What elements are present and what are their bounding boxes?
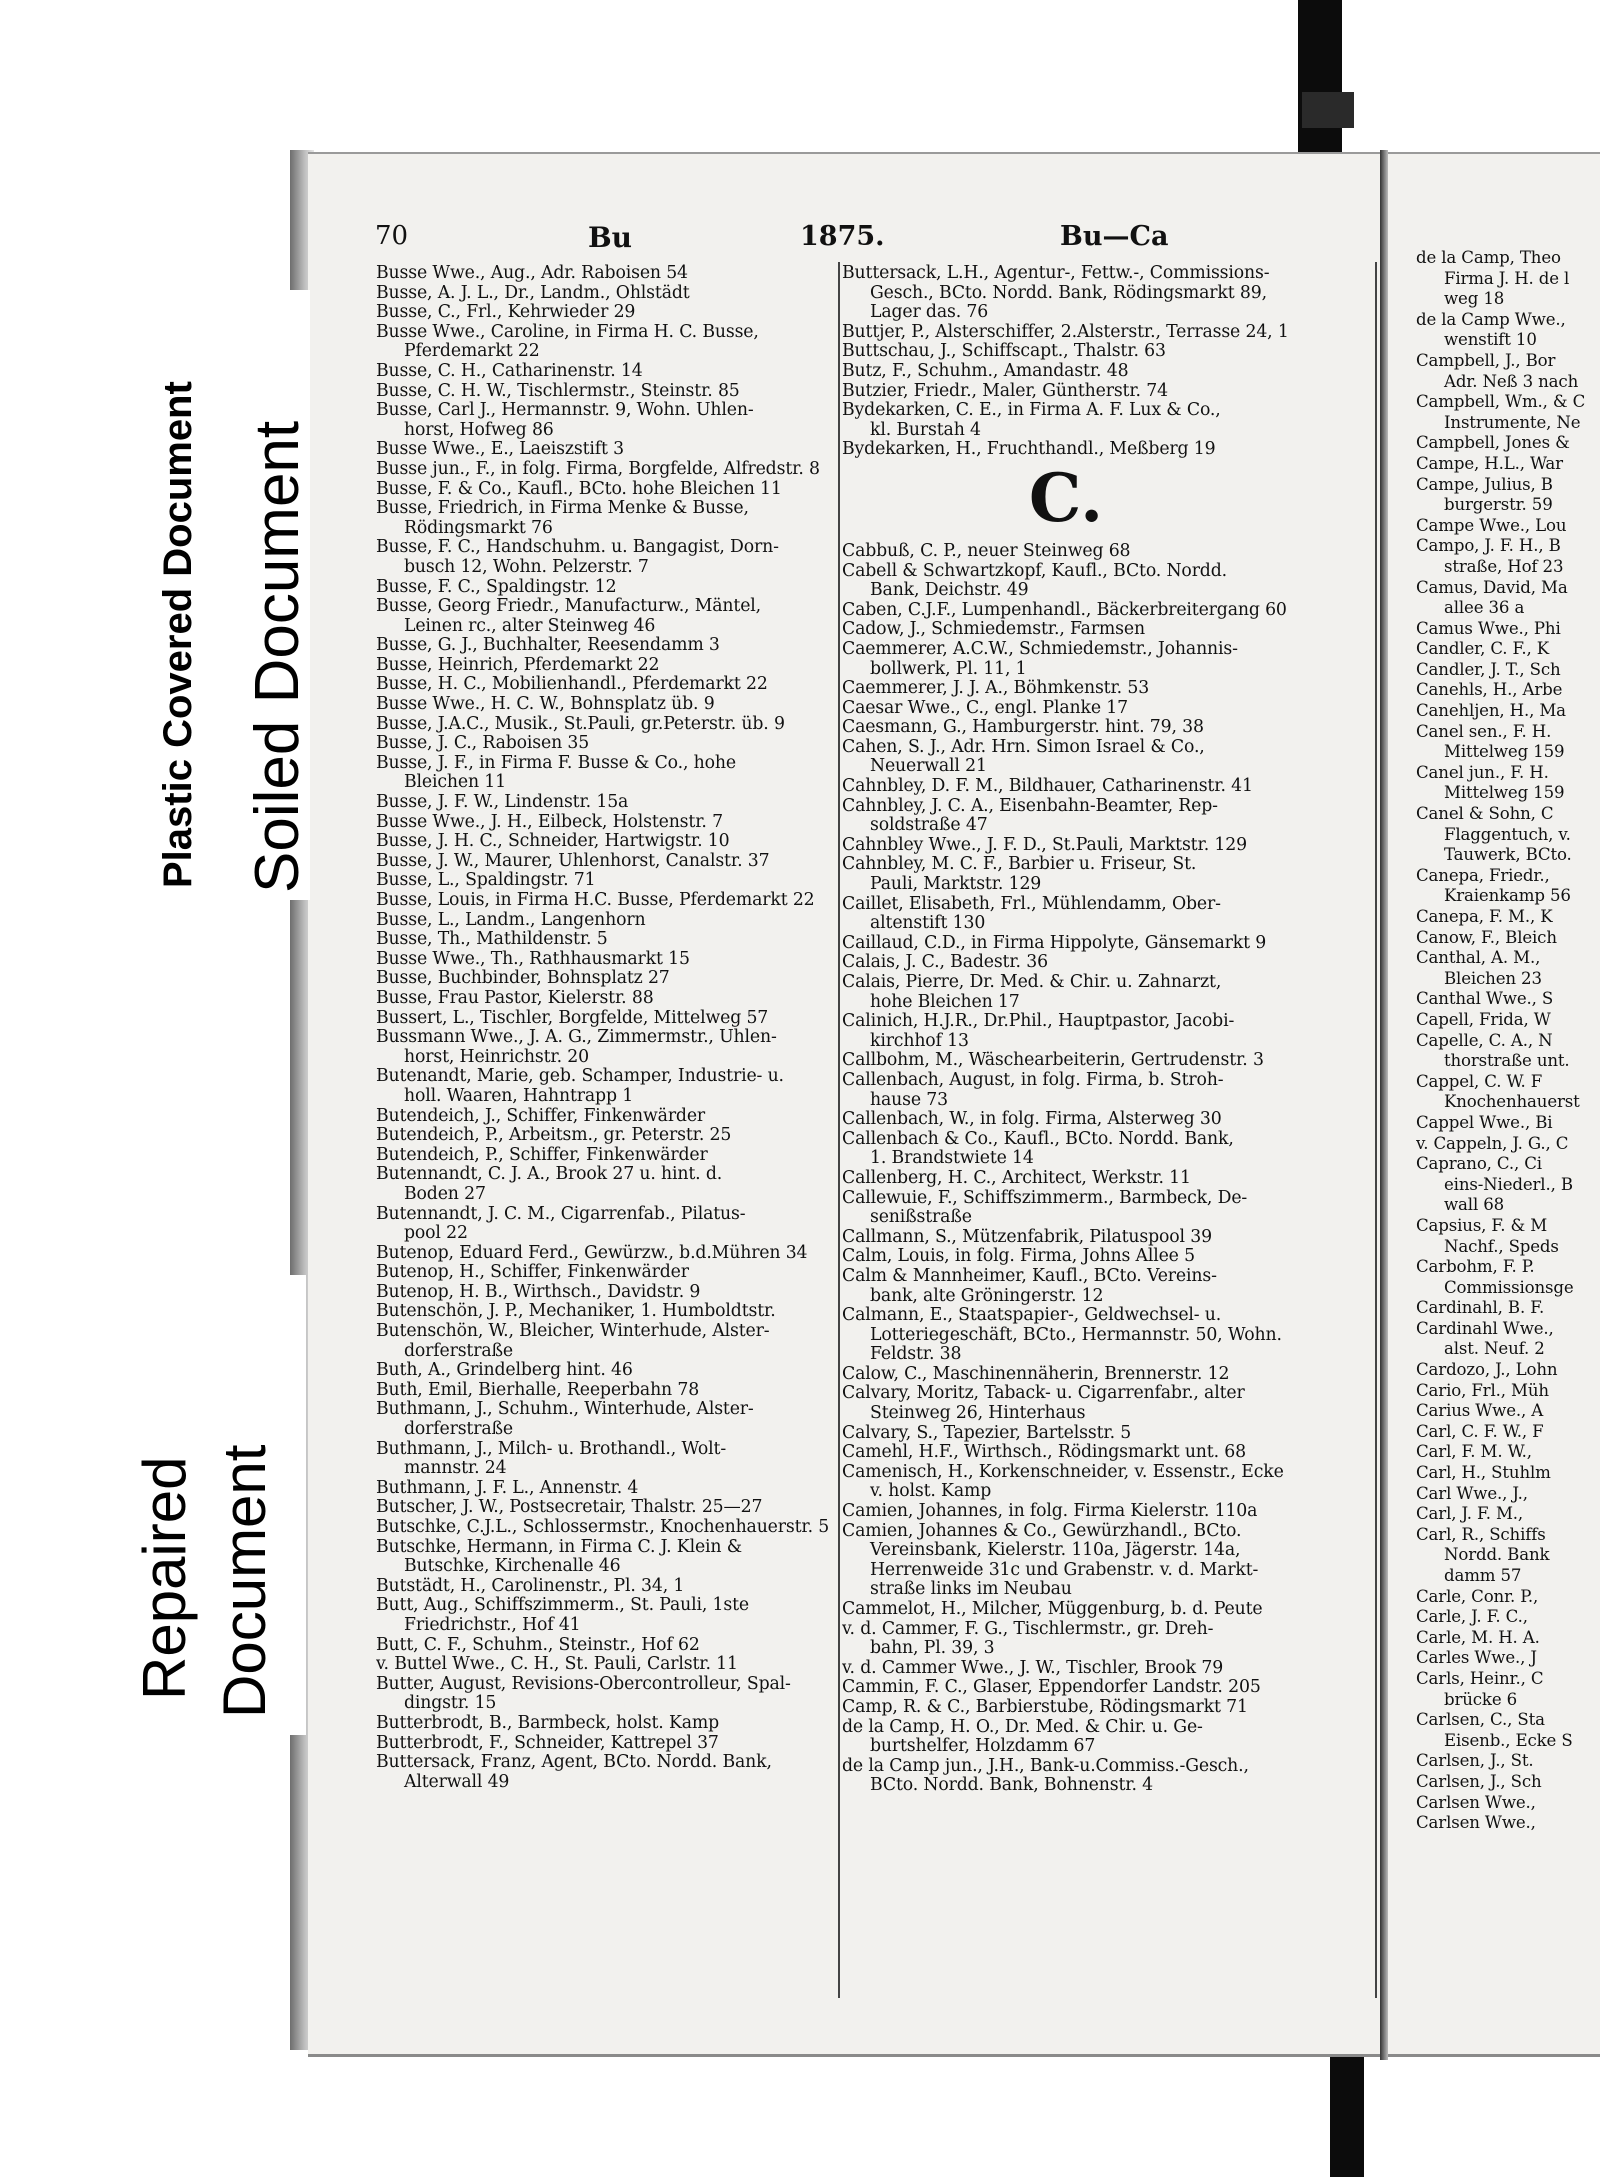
left-column-entry: Buthmann, J., Milch- u. Brothandl., Wolt-	[376, 1439, 727, 1459]
middle-column-entry: Cahen, S. J., Adr. Hrn. Simon Israel & Co.,	[842, 737, 1205, 757]
middle-column-entry: Calmann, E., Staatspapier-, Geldwechsel- u.	[842, 1306, 1222, 1326]
left-column-entry: Bussert, L., Tischler, Borgfelde, Mittelweg 57	[376, 1008, 769, 1028]
middle-column-entry: BCto. Nordd. Bank, Bohnenstr. 4	[870, 1776, 1153, 1796]
left-column-entry: Alterwall 49	[404, 1772, 510, 1792]
left-column-entry: Butendeich, J., Schiffer, Finkenwärder	[376, 1106, 706, 1126]
left-column-entry: horst, Heinrichstr. 20	[404, 1047, 589, 1067]
right-column-entry: Candler, J. T., Sch	[1416, 659, 1561, 679]
right-column-entry: Canel & Sohn, C	[1416, 804, 1554, 824]
left-column-entry: Buthmann, J., Schuhm., Winterhude, Alster-	[376, 1400, 754, 1420]
middle-column-entry: Vereinsbank, Kielerstr. 110a, Jägerstr. 14a,	[870, 1541, 1241, 1561]
right-column-entry: Carl, J. F. M.,	[1416, 1504, 1524, 1524]
left-column-entry: Busse, Frau Pastor, Kielerstr. 88	[376, 988, 654, 1008]
middle-column-entry: Steinweg 26, Hinterhaus	[870, 1404, 1086, 1424]
left-column-entry: Busse Wwe., Aug., Adr. Raboisen 54	[376, 264, 688, 283]
middle-column-entry: Butz, F., Schuhm., Amandastr. 48	[842, 361, 1129, 381]
left-column-entry: Busse, Louis, in Firma H.C. Busse, Pferdemarkt 22	[376, 891, 815, 910]
left-column-entry: Leinen rc., alter Steinweg 46	[404, 616, 656, 636]
right-column-entry: Campbell, J., Bor	[1416, 350, 1556, 370]
right-column-entry: Candler, C. F., K	[1416, 639, 1549, 659]
middle-column-entry: Buttschau, J., Schiffscapt., Thalstr. 63	[842, 342, 1166, 362]
right-column-entry: Carl, C. F. W., F	[1416, 1421, 1544, 1441]
left-column-entry: Busse, F. C., Spaldingstr. 12	[376, 577, 617, 597]
middle-column-entry: senißstraße	[870, 1208, 972, 1228]
right-column-entry: Adr. Neß 3 nach	[1444, 371, 1579, 391]
middle-column-entry: altenstift 130	[870, 914, 986, 934]
left-column-entry: Butterbrodt, B., Barmbeck, holst. Kamp	[376, 1713, 720, 1733]
scan-strip-top	[1298, 0, 1342, 152]
middle-column-entry: bank, alte Gröningerstr. 12	[870, 1286, 1104, 1306]
right-column-entry: Canow, F., Bleich	[1416, 927, 1557, 947]
right-column-entry: Carle, J. F. C.,	[1416, 1607, 1528, 1627]
right-column-entry: Cario, Frl., Müh	[1416, 1380, 1549, 1400]
right-column-entry: weg 18	[1444, 289, 1505, 309]
header-left: Bu	[588, 221, 633, 254]
left-column-entry: Busse, J. H. C., Schneider, Hartwigstr. 10	[376, 832, 730, 852]
middle-column-entry: Cahnbley, J. C. A., Eisenbahn-Beamter, Rep-	[842, 796, 1218, 816]
right-column-entry: Capell, Frida, W	[1416, 1009, 1551, 1029]
middle-column-entry: Callenbach, W., in folg. Firma, Alsterweg 30	[842, 1110, 1222, 1130]
middle-column-entry: Neuerwall 21	[870, 757, 987, 777]
right-column-entry: v. Cappeln, J. G., C	[1416, 1133, 1569, 1153]
left-column-entry: Butenschön, W., Bleicher, Winterhude, Alster-	[376, 1322, 770, 1342]
right-column-entry: Capsius, F. & M	[1416, 1215, 1548, 1235]
right-column-entry: de la Camp Wwe.,	[1416, 309, 1566, 329]
right-column-entry: wall 68	[1444, 1195, 1505, 1215]
middle-column-entry: Pauli, Marktstr. 129	[870, 875, 1042, 895]
middle-column-entry: de la Camp jun., J.H., Bank-u.Commiss.-Gesch.,	[842, 1756, 1249, 1776]
right-column-entry: Carlsen Wwe.,	[1416, 1792, 1536, 1812]
left-column-entry: mannstr. 24	[404, 1459, 507, 1479]
left-column-entry: holl. Waaren, Hahntrapp 1	[404, 1086, 634, 1106]
left-column-entry: Busse, C. H. W., Tischlermstr., Steinstr. 85	[376, 381, 740, 401]
right-column-entry: Carls, Heinr., C	[1416, 1668, 1544, 1688]
left-column-entry: Busse, J. F., in Firma F. Busse & Co., hohe	[376, 753, 736, 773]
left-column-entry: Buth, Emil, Bierhalle, Reeperbahn 78	[376, 1380, 700, 1400]
left-column-entry: dorferstraße	[404, 1341, 513, 1361]
left-column-entry: Busse, Georg Friedr., Manufacturw., Mäntel,	[376, 597, 762, 617]
middle-column-entry: Herrenweide 31c und Grabenstr. v. d. Markt-	[870, 1560, 1259, 1580]
left-column-entry: Busse, G. J., Buchhalter, Reesendamm 3	[376, 636, 720, 656]
right-column-entry: alst. Neuf. 2	[1444, 1339, 1545, 1359]
middle-column-entry: Cammelot, H., Milcher, Müggenburg, b. d. Peute	[842, 1600, 1263, 1619]
middle-column-entry: Bydekarken, C. E., in Firma A. F. Lux & Co.,	[842, 401, 1221, 421]
left-column-entry: Butterbrodt, F., Schneider, Kattrepel 37	[376, 1733, 719, 1753]
left-column-entry: Busse, Th., Mathildenstr. 5	[376, 930, 608, 950]
right-column-entry: Carl, R., Schiffs	[1416, 1524, 1546, 1544]
middle-column-entry: Calais, Pierre, Dr. Med. & Chir. u. Zahnarzt,	[842, 973, 1222, 992]
left-column-entry: Busse, H. C., Mobilienhandl., Pferdemarkt 22	[376, 675, 768, 695]
right-column-entry: Mittelweg 159	[1444, 783, 1565, 803]
left-column-entry: Busse, Carl J., Hermannstr. 9, Wohn. Uhlen-	[376, 401, 754, 421]
right-column-entry: Mittelweg 159	[1444, 742, 1565, 762]
middle-column-entry: Calvary, S., Tapezier, Bartelsstr. 5	[842, 1423, 1132, 1443]
right-column-entry: Bleichen 23	[1444, 968, 1542, 988]
column-right	[1416, 248, 1600, 1834]
left-column-entry: Busse jun., F., in folg. Firma, Borgfelde, Alfredstr. 8	[376, 459, 820, 479]
right-column-entry: Tauwerk, BCto.	[1444, 845, 1572, 865]
middle-column-entry: straße links im Neubau	[870, 1580, 1072, 1600]
left-column-entry: Pferdemarkt 22	[404, 342, 540, 362]
right-column-entry: Firma J. H. de l	[1444, 268, 1570, 288]
right-column-entry: Nordd. Bank	[1444, 1545, 1550, 1565]
left-column-entry: Busse Wwe., Th., Rathhausmarkt 15	[376, 949, 690, 969]
right-column-entry: Campe, Julius, B	[1416, 474, 1553, 494]
middle-column-entry: Camehl, H.F., Wirthsch., Rödingsmarkt unt. 68	[842, 1443, 1246, 1463]
middle-column-entry: Camien, Johannes, in folg. Firma Kielerstr. 110a	[842, 1502, 1258, 1522]
right-column-entry: Flaggentuch, v.	[1444, 824, 1571, 844]
middle-column-entry: Buttjer, P., Alsterschiffer, 2.Alsterstr., Terrasse 24, 1	[842, 322, 1289, 342]
middle-column-entry: Caemmerer, A.C.W., Schmiedemstr., Johannis-	[842, 639, 1238, 659]
left-column-entry: Busse, A. J. L., Dr., Landm., Ohlstädt	[376, 283, 690, 303]
left-column-entry: Busse Wwe., Caroline, in Firma H. C. Busse,	[376, 322, 759, 342]
left-column-entry: Butter, August, Revisions-Obercontrolleur, Spal-	[376, 1674, 791, 1694]
left-column-entry: dingstr. 15	[404, 1694, 497, 1714]
sticker-repaired-line1: Repaired	[131, 1456, 198, 1700]
right-column-entry: Carl Wwe., J.,	[1416, 1483, 1528, 1503]
middle-column-entry: Lager das. 76	[870, 303, 989, 323]
middle-column-entry: Buttersack, L.H., Agentur-, Fettw.-, Commissions-	[842, 264, 1270, 283]
right-column-entry: Capelle, C. A., N	[1416, 1030, 1553, 1050]
right-column-entry: Campe Wwe., Lou	[1416, 515, 1567, 535]
left-column-entry: dorferstraße	[404, 1420, 513, 1440]
middle-column-entry: Calvary, Moritz, Taback- u. Cigarrenfabr., alter	[842, 1384, 1245, 1404]
left-column-entry: Buttersack, Franz, Agent, BCto. Nordd. Bank,	[376, 1753, 772, 1773]
right-column-entry: Carlsen Wwe.,	[1416, 1813, 1536, 1833]
right-column-entry: Canel sen., F. H.	[1416, 721, 1552, 741]
right-column-entry: straße, Hof 23	[1444, 556, 1564, 576]
left-column-entry: v. Buttel Wwe., C. H., St. Pauli, Carlstr. 11	[376, 1655, 738, 1675]
section-letter: C.	[1028, 458, 1104, 537]
left-column-entry: busch 12, Wohn. Pelzerstr. 7	[404, 557, 649, 577]
left-column-entry: Butt, Aug., Schiffszimmerm., St. Pauli, 1ste	[376, 1596, 749, 1616]
right-column-entry: Canepa, Friedr.,	[1416, 865, 1550, 885]
right-column-entry: Cappel, C. W. F	[1416, 1071, 1543, 1091]
left-column-entry: Busse, C., Frl., Kehrwieder 29	[376, 303, 636, 323]
left-column-entry: Butendeich, P., Arbeitsm., gr. Peterstr. 25	[376, 1126, 732, 1146]
right-column-entry: Cardozo, J., Lohn	[1416, 1360, 1558, 1380]
middle-column-entry: soldstraße 47	[870, 816, 988, 836]
middle-column-entry: Lotteriegeschäft, BCto., Hermannstr. 50, Wohn.	[870, 1325, 1282, 1345]
middle-column-entry: kl. Burstah 4	[870, 420, 981, 440]
right-column-entry: Carl, H., Stuhlm	[1416, 1463, 1551, 1483]
right-column-entry: Nachf., Speds	[1444, 1236, 1559, 1256]
middle-column-entry: Feldstr. 38	[870, 1345, 962, 1365]
left-column-entry: Butennandt, J. C. M., Cigarrenfab., Pilatus-	[376, 1204, 746, 1224]
header-right: Bu—Ca	[1060, 221, 1169, 252]
right-column-entry: wenstift 10	[1444, 330, 1537, 350]
middle-column-entry: hohe Bleichen 17	[870, 992, 1020, 1012]
left-column-entry: Butt, C. F., Schuhm., Steinstr., Hof 62	[376, 1635, 700, 1655]
left-column-entry: Butenop, H., Schiffer, Finkenwärder	[376, 1263, 689, 1283]
left-column-entry: Butschke, Hermann, in Firma C. J. Klein &	[376, 1537, 742, 1557]
left-column-entry: Busse, J. F. W., Lindenstr. 15a	[376, 793, 629, 813]
right-column-entry: de la Camp, Theo	[1416, 248, 1561, 267]
right-column-entry: Carlsen, J., Sch	[1416, 1771, 1542, 1791]
left-column-entry: Busse, C. H., Catharinenstr. 14	[376, 361, 643, 381]
left-column-entry: Busse, J. C., Raboisen 35	[376, 734, 590, 754]
right-column-entry: Campbell, Jones &	[1416, 433, 1570, 453]
middle-column-entry: Gesch., BCto. Nordd. Bank, Rödingsmarkt 89,	[870, 283, 1267, 303]
right-column-entry: thorstraße unt.	[1444, 1051, 1570, 1071]
right-column-entry: eins-Niederl., B	[1444, 1174, 1573, 1194]
middle-column-entry: Cahnbley, M. C. F., Barbier u. Friseur, St.	[842, 855, 1197, 875]
left-column-entry: Busse, L., Spaldingstr. 71	[376, 871, 596, 891]
left-column-entry: Butscher, J. W., Postsecretair, Thalstr. 25—27	[376, 1498, 763, 1518]
middle-column-entry: Butzier, Friedr., Maler, Güntherstr. 74	[842, 381, 1168, 401]
middle-column-entry: Camp, R. & C., Barbierstube, Rödingsmarkt 71	[842, 1697, 1248, 1717]
left-column-entry: Busse Wwe., H. C. W., Bohnsplatz üb. 9	[376, 695, 715, 715]
page-number: 70	[375, 221, 409, 251]
right-column-entry: Canepa, F. M., K	[1416, 907, 1553, 926]
right-column-entry: damm 57	[1444, 1566, 1522, 1585]
left-column-entry: Busse Wwe., J. H., Eilbeck, Holstenstr. 7	[376, 812, 723, 832]
left-column-entry: Busse, F. C., Handschuhm. u. Bangagist, Dorn-	[376, 538, 779, 558]
right-column-entry: Canel jun., F. H.	[1416, 762, 1549, 782]
middle-column-entry: bollwerk, Pl. 11, 1	[870, 659, 1027, 679]
right-column-entry: Canthal Wwe., S	[1416, 989, 1554, 1009]
middle-column-entry: Caillaud, C.D., in Firma Hippolyte, Gänsemarkt 9	[842, 933, 1267, 953]
right-column-entry: Cappel Wwe., Bi	[1416, 1112, 1553, 1132]
right-column-entry: Campo, J. F. H., B	[1416, 536, 1561, 556]
left-column-entry: Boden 27	[404, 1184, 486, 1204]
column-left	[376, 264, 834, 1792]
middle-column-entry: v. d. Cammer Wwe., J. W., Tischler, Brook 79	[842, 1658, 1224, 1678]
sticker-soiled-label: Soiled Document	[243, 420, 312, 893]
right-column-entry: Kraienkamp 56	[1444, 886, 1571, 906]
left-column-entry: Friedrichstr., Hof 41	[404, 1615, 581, 1635]
middle-column-entry: Caemmerer, J. J. A., Böhmkenstr. 53	[842, 679, 1150, 699]
left-column-entry: Butenop, H. B., Wirthsch., Davidstr. 9	[376, 1282, 701, 1302]
right-column-entry: Camus, David, Ma	[1416, 577, 1568, 597]
middle-column-entry: Caesar Wwe., C., engl. Planke 17	[842, 698, 1128, 718]
middle-column-entry: v. holst. Kamp	[870, 1482, 992, 1502]
left-column-entry: Butschke, Kirchenalle 46	[404, 1557, 621, 1577]
middle-column-entry: bahn, Pl. 39, 3	[870, 1639, 995, 1659]
right-column-entry: Carle, M. H. A.	[1416, 1627, 1540, 1647]
right-column-entry: Carius Wwe., A	[1416, 1401, 1544, 1421]
scan-strip-bottom	[1330, 2045, 1364, 2177]
left-column-entry: Buth, A., Grindelberg hint. 46	[376, 1361, 633, 1381]
left-column-entry: Busse Wwe., E., Laeiszstift 3	[376, 440, 624, 460]
middle-column-entry: Callbohm, M., Wäschearbeiterin, Gertrudenstr. 3	[842, 1051, 1264, 1071]
left-column-entry: Butstädt, H., Carolinenstr., Pl. 34, 1	[376, 1576, 685, 1596]
middle-column-entry: Callmann, S., Mützenfabrik, Pilatuspool 39	[842, 1227, 1212, 1247]
column-rule-1	[838, 262, 840, 1998]
right-column-entry: burgerstr. 59	[1444, 495, 1553, 515]
left-column-entry: Busse, F. & Co., Kaufl., BCto. hohe Bleichen 11	[376, 479, 782, 499]
middle-column-entry: Calm, Louis, in folg. Firma, Johns Allee 5	[842, 1247, 1195, 1267]
middle-column-entry: hause 73	[870, 1090, 948, 1110]
right-column-entry: Carlsen, C., Sta	[1416, 1710, 1545, 1730]
left-column-entry: Bussmann Wwe., J. A. G., Zimmermstr., Uhlen-	[376, 1028, 777, 1048]
left-column-entry: horst, Hofweg 86	[404, 420, 554, 440]
right-column-entry: Cardinahl, B. F.	[1416, 1298, 1545, 1318]
right-column-entry: Campbell, Wm., & C	[1416, 392, 1586, 412]
middle-column-entry: Callewuie, F., Schiffszimmerm., Barmbeck, De-	[842, 1188, 1248, 1208]
left-column-entry: Butenandt, Marie, geb. Schamper, Industrie- u.	[376, 1067, 784, 1087]
right-column-entry: Carbohm, F. P.	[1416, 1257, 1535, 1277]
right-column-entry: Commissionsge	[1444, 1277, 1574, 1297]
left-column-entry: Butennandt, C. J. A., Brook 27 u. hint. d.	[376, 1165, 723, 1185]
middle-column-entry: Bydekarken, H., Fruchthandl., Meßberg 19	[842, 440, 1216, 460]
sticker-repaired-line2: Document	[211, 1444, 278, 1718]
middle-column-entry: Calow, C., Maschinennäherin, Brennerstr. 12	[842, 1364, 1230, 1384]
middle-column-entry: Calinich, H.J.R., Dr.Phil., Hauptpastor, Jacobi-	[842, 1012, 1235, 1032]
left-column-entry: Butendeich, P., Schiffer, Finkenwärder	[376, 1145, 708, 1165]
middle-column-entry: v. d. Cammer, F. G., Tischlermstr., gr. Dreh-	[842, 1619, 1214, 1639]
column-middle	[842, 264, 1290, 1796]
middle-column-entry: Caesmann, G., Hamburgerstr. hint. 79, 38	[842, 718, 1204, 738]
left-column-entry: Busse, J. W., Maurer, Uhlenhorst, Canalstr. 37	[376, 851, 770, 871]
middle-column-entry: 1. Brandstwiete 14	[870, 1149, 1034, 1169]
left-column-entry: pool 22	[404, 1224, 468, 1244]
right-column-entry: brücke 6	[1444, 1689, 1518, 1709]
middle-column-entry: Calais, J. C., Badestr. 36	[842, 953, 1048, 973]
middle-column-entry: Cammin, F. C., Glaser, Eppendorfer Landstr. 205	[842, 1678, 1261, 1698]
left-column-entry: Busse, Buchbinder, Bohnsplatz 27	[376, 969, 670, 989]
right-column-entry: Carles Wwe., J	[1416, 1648, 1537, 1668]
middle-column-entry: Caben, C.J.F., Lumpenhandl., Bäckerbreitergang 60	[842, 600, 1287, 620]
left-column-entry: Busse, Friedrich, in Firma Menke & Busse,	[376, 499, 749, 519]
sticker-plastic-label: Plastic Covered Document	[156, 381, 200, 888]
middle-column-entry: kirchhof 13	[870, 1031, 969, 1051]
page-gutter	[1380, 150, 1388, 2060]
middle-column-entry: Callenbach, August, in folg. Firma, b. Stroh-	[842, 1070, 1224, 1090]
middle-column-entry: Camenisch, H., Korkenschneider, v. Essenstr., Ecke	[842, 1462, 1284, 1482]
left-column-entry: Busse, L., Landm., Langenhorn	[376, 910, 646, 930]
middle-column-entry: Cahnbley Wwe., J. F. D., St.Pauli, Marktstr. 129	[842, 835, 1247, 855]
right-column-entry: Eisenb., Ecke S	[1444, 1730, 1573, 1750]
middle-column-entry: Calm & Mannheimer, Kaufl., BCto. Vereins-	[842, 1266, 1217, 1286]
right-column-entry: Cardinahl Wwe.,	[1416, 1318, 1554, 1338]
middle-column-entry: Cabell & Schwartzkopf, Kaufl., BCto. Nordd.	[842, 561, 1227, 581]
column-rule-2	[1375, 262, 1377, 1998]
right-column-entry: allee 36 a	[1444, 598, 1525, 618]
left-column-entry: Rödingsmarkt 76	[404, 518, 553, 538]
right-column-entry: Canehljen, H., Ma	[1416, 701, 1566, 721]
middle-column-entry: Cadow, J., Schmiedemstr., Farmsen	[842, 620, 1145, 640]
right-column-entry: Carl, F. M. W.,	[1416, 1442, 1532, 1462]
right-column-entry: Campe, H.L., War	[1416, 453, 1563, 473]
middle-column-entry: Camien, Johannes & Co., Gewürzhandl., BCto.	[842, 1521, 1242, 1541]
binding-clip	[1302, 92, 1354, 128]
left-column-entry: Butenschön, J. P., Mechaniker, 1. Humboldtstr.	[376, 1302, 776, 1322]
right-column-entry: Canehls, H., Arbe	[1416, 680, 1563, 700]
left-column-entry: Buthmann, J. F. L., Annenstr. 4	[376, 1478, 639, 1498]
left-column-entry: Butschke, C.J.L., Schlossermstr., Knochenhauerstr. 5	[376, 1518, 830, 1537]
left-column-entry: Busse, Heinrich, Pferdemarkt 22	[376, 655, 660, 675]
left-column-entry: Butenop, Eduard Ferd., Gewürzw., b.d.Mühren 34	[376, 1243, 808, 1263]
right-column-entry: Camus Wwe., Phi	[1416, 618, 1561, 638]
middle-column-entry: Cahnbley, D. F. M., Bildhauer, Catharinenstr. 41	[842, 777, 1253, 797]
middle-column-entry: Cabbuß, C. P., neuer Steinweg 68	[842, 541, 1131, 561]
right-column-entry: Carle, Conr. P.,	[1416, 1586, 1539, 1606]
right-column-entry: Carlsen, J., St.	[1416, 1751, 1534, 1771]
middle-column-entry: burtshelfer, Holzdamm 67	[870, 1737, 1096, 1757]
right-column-entry: Caprano, C., Ci	[1416, 1154, 1542, 1174]
left-column-entry: Busse, J.A.C., Musik., St.Pauli, gr.Peterstr. üb. 9	[376, 714, 785, 734]
middle-column-entry: Bank, Deichstr. 49	[870, 581, 1029, 601]
right-column-entry: Canthal, A. M.,	[1416, 948, 1541, 968]
middle-column-entry: Callenberg, H. C., Architect, Werkstr. 11	[842, 1168, 1191, 1188]
middle-column-entry: Caillet, Elisabeth, Frl., Mühlendamm, Ober-	[842, 894, 1221, 914]
left-column-entry: Bleichen 11	[404, 773, 506, 793]
right-column-entry: Instrumente, Ne	[1444, 412, 1581, 432]
header-year: 1875.	[800, 221, 885, 252]
right-column-entry: Knochenhauerst	[1444, 1092, 1580, 1112]
middle-column-entry: Callenbach & Co., Kaufl., BCto. Nordd. Bank,	[842, 1129, 1234, 1149]
middle-column-entry: de la Camp, H. O., Dr. Med. & Chir. u. Ge-	[842, 1717, 1203, 1737]
